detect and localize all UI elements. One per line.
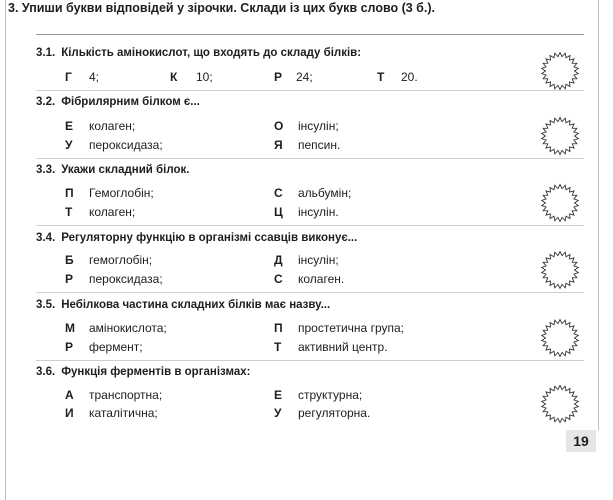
option-letter: Г — [65, 70, 72, 84]
option-text: пероксидаза; — [89, 138, 163, 152]
option-letter: П — [274, 321, 283, 335]
answer-option — [65, 387, 162, 403]
question-3-2 — [36, 94, 556, 110]
answer-option — [65, 405, 158, 421]
answer-option — [65, 271, 163, 287]
option-text: амінокислота; — [89, 321, 167, 335]
option-text: 20. — [401, 70, 418, 84]
question-text: Укажи складний білок. — [61, 164, 190, 176]
answer-option — [274, 271, 344, 287]
answer-option — [274, 137, 340, 153]
task-instruction: 3. Упиши букви відповідей у зірочки. Склади із цих букв слово (3 б.). — [8, 1, 436, 15]
question-text: Небілкова частина складних білків має назву... — [61, 299, 331, 311]
answer-star-box[interactable] — [540, 384, 580, 424]
question-3-6 — [36, 364, 556, 380]
answer-option — [274, 387, 362, 403]
option-text: 10; — [196, 70, 213, 84]
answer-star-box[interactable] — [540, 116, 580, 156]
option-text: 24; — [296, 70, 313, 84]
answer-option — [274, 185, 351, 201]
answer-option — [65, 204, 135, 220]
answer-option — [274, 69, 313, 85]
option-text: регуляторна. — [298, 406, 371, 420]
option-text: фермент; — [89, 340, 143, 354]
option-letter: Е — [65, 119, 74, 133]
option-letter: У — [65, 138, 73, 152]
question-divider — [36, 225, 584, 226]
question-text: Фібрилярним білком є... — [61, 96, 200, 108]
option-letter: Ц — [274, 205, 283, 219]
option-letter: П — [65, 186, 74, 200]
question-title — [36, 45, 556, 61]
question-number: 3.2. — [36, 96, 56, 108]
question-title — [36, 230, 556, 246]
question-number: 3.6. — [36, 366, 56, 378]
option-text: пероксидаза; — [89, 272, 163, 286]
option-letter: С — [274, 186, 283, 200]
option-letter: Т — [65, 205, 73, 219]
page-frame-left — [5, 0, 6, 500]
answer-option — [65, 69, 99, 85]
answer-option — [274, 252, 339, 268]
option-text: активний центр. — [298, 340, 388, 354]
question-text: Регуляторну функцію в організмі ссавців виконує... — [61, 232, 358, 244]
option-letter: Т — [377, 70, 385, 84]
option-text: колаген. — [298, 272, 345, 286]
option-text: структурна; — [298, 388, 363, 402]
option-letter: У — [274, 406, 282, 420]
answer-option — [65, 320, 167, 336]
option-text: інсулін; — [298, 119, 339, 133]
option-letter: Я — [274, 138, 283, 152]
question-3-5 — [36, 297, 556, 313]
question-number: 3.4. — [36, 232, 56, 244]
answer-option — [65, 118, 135, 134]
option-text: транспортна; — [89, 388, 163, 402]
question-title — [36, 297, 556, 313]
question-divider — [36, 292, 584, 293]
answer-star-box[interactable] — [540, 51, 580, 91]
option-letter: Б — [65, 253, 74, 267]
question-3-4 — [36, 230, 556, 246]
answer-option — [65, 252, 152, 268]
option-text: колаген; — [89, 205, 136, 219]
option-text: каталітична; — [89, 406, 158, 420]
option-letter: С — [274, 272, 283, 286]
question-title — [36, 364, 556, 380]
option-text: Гемоглобін; — [89, 186, 154, 200]
answer-star-box[interactable] — [540, 183, 580, 223]
answer-star-box[interactable] — [540, 250, 580, 290]
question-text: Кількість амінокислот, що входять до складу білків: — [61, 47, 362, 59]
answer-option — [65, 339, 143, 355]
option-letter: О — [274, 119, 284, 133]
answer-option — [274, 204, 339, 220]
page-number: 19 — [566, 430, 596, 452]
option-letter: Р — [65, 272, 74, 286]
option-letter: Е — [274, 388, 283, 402]
answer-option — [377, 69, 418, 85]
question-3-1 — [36, 45, 556, 61]
instruction-divider — [36, 34, 584, 35]
option-text: інсулін; — [298, 253, 339, 267]
option-letter: Т — [274, 340, 282, 354]
option-letter: Р — [274, 70, 283, 84]
question-number: 3.3. — [36, 164, 56, 176]
question-3-3 — [36, 162, 556, 178]
question-number: 3.1. — [36, 47, 56, 59]
question-divider — [36, 158, 584, 159]
question-text: Функція ферментів в організмах: — [61, 366, 251, 378]
option-text: альбумін; — [298, 186, 352, 200]
question-number: 3.5. — [36, 299, 56, 311]
answer-star-box[interactable] — [540, 318, 580, 358]
answer-option — [170, 69, 213, 85]
question-divider — [36, 360, 584, 361]
question-title — [36, 94, 556, 110]
option-letter: М — [65, 321, 75, 335]
answer-option — [274, 320, 404, 336]
question-divider — [36, 90, 584, 91]
page-frame-right — [598, 0, 599, 430]
answer-option — [65, 137, 163, 153]
question-title — [36, 162, 556, 178]
answer-option — [274, 339, 388, 355]
option-text: інсулін. — [298, 205, 339, 219]
option-letter: Д — [274, 253, 283, 267]
option-text: колаген; — [89, 119, 136, 133]
option-letter: К — [170, 70, 178, 84]
answer-option — [65, 185, 154, 201]
answer-option — [274, 118, 339, 134]
option-letter: Р — [65, 340, 74, 354]
option-text: гемоглобін; — [89, 253, 153, 267]
answer-option — [274, 405, 370, 421]
option-text: 4; — [89, 70, 100, 84]
option-text: простетична група; — [298, 321, 404, 335]
option-text: пепсин. — [298, 138, 341, 152]
option-letter: И — [65, 406, 74, 420]
option-letter: А — [65, 388, 74, 402]
